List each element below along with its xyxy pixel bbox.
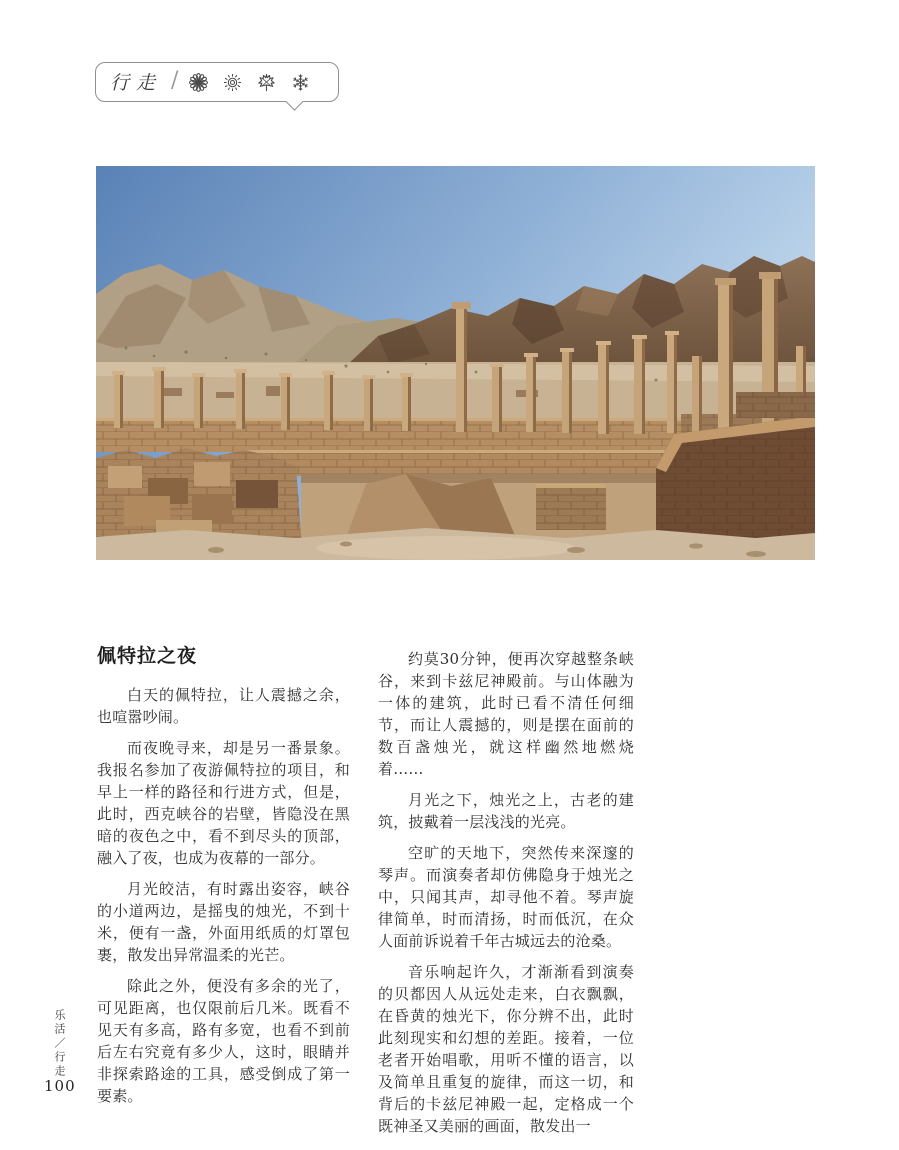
snowflake-icon — [289, 71, 312, 94]
sun-icon — [221, 71, 244, 94]
badge-tail-pointer — [285, 92, 303, 110]
petra-ruins-photo — [96, 166, 815, 560]
season-icons — [187, 71, 312, 94]
separator-slash: / — [171, 67, 179, 93]
article-right-column — [378, 648, 634, 1146]
section-badge — [95, 62, 339, 102]
paragraph: 而夜晚寻来，却是另一番景象。我报名参加了夜游佩特拉的项目，和早上一样的路径和行进方式，但是，此时，西克峡谷的岩壁，皆隐没在黑暗的夜色之中，看不到尽头的顶部，融入了夜，也成为夜幕的一部分。 — [97, 739, 350, 867]
paragraph: 空旷的天地下，突然传来深邃的琴声。而演奏者却仿佛隐身于烛光之中，只闻其声，却寻他不着。琴声旋律简单，时而清扬，时而低沉，在众人面前诉说着千年古城远去的沧桑。 — [378, 844, 634, 950]
section-label: 行走 — [110, 71, 163, 94]
paragraph: 约莫30分钟，便再次穿越整条峡谷，来到卡兹尼神殿前。与山体融为一体的建筑，此时已看不清任何细节，而让人震撼的，则是摆在面前的数百盏烛光，就这样幽然地燃烧着…… — [378, 650, 634, 778]
article-title: 佩特拉之夜 — [97, 645, 198, 667]
petra-scene — [96, 166, 815, 560]
paragraph: 除此之外，便没有多余的光了，可见距离，也仅限前后几米。既看不见天有多高，路有多宽，也看不到前后左右究竟有多少人，这时，眼睛并非探索路途的工具，感受倒成了第一要素。 — [97, 977, 350, 1105]
article-left-column — [97, 641, 350, 1116]
page-number: 100 — [44, 1077, 76, 1095]
section-side-label: 乐活／行走 — [53, 1009, 66, 1079]
paragraph: 月光皎洁，有时露出姿容，峡谷的小道两边，是摇曳的烛光，不到十米，便有一盏，外面用纸质的灯罩包裹，散发出异常温柔的光芒。 — [97, 880, 350, 964]
flower-icon — [187, 71, 210, 94]
maple-leaf-icon — [255, 71, 278, 94]
paragraph: 音乐响起许久，才渐渐看到演奏的贝都因人从远处走来，白衣飘飘，在昏黄的烛光下，你分辨不出，此时此刻现实和幻想的差距。接着，一位老者开始唱歌，用听不懂的语言，以及简单且重复的旋律，而这一切，和背后的卡兹尼神殿一起，定格成一个既神圣又美丽的画面，散发出一 — [378, 963, 634, 1135]
paragraph: 白天的佩特拉，让人震撼之余，也喧嚣吵闹。 — [97, 686, 350, 726]
paragraph: 月光之下，烛光之上，古老的建筑，披戴着一层浅浅的光亮。 — [378, 791, 634, 831]
